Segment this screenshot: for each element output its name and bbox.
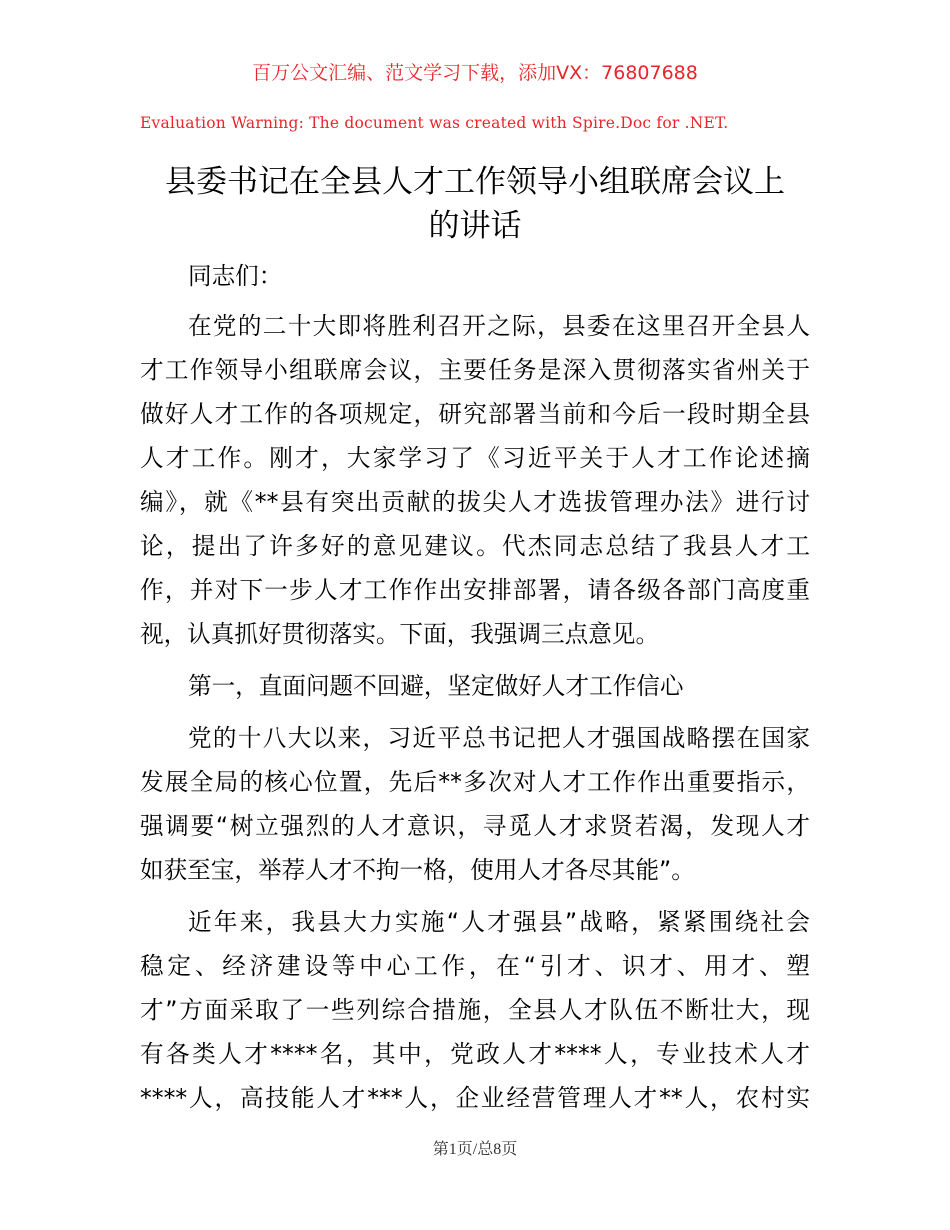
paragraph-line: 稳定、经济建设等中心工作，在“引才、识才、用才、塑 xyxy=(140,952,810,980)
paragraph-line: 做好人才工作的各项规定，研究部署当前和今后一段时期全县 xyxy=(140,400,810,428)
document-title-line-2: 的讲话 xyxy=(428,208,522,244)
paragraph-line: 如获至宝，举荐人才不拘一格，使用人才各尽其能”。 xyxy=(140,856,695,884)
paragraph-line: 才工作领导小组联席会议，主要任务是深入贯彻落实省州关于 xyxy=(140,356,810,384)
paragraph-line: 编》，就《**县有突出贡献的拔尖人才选拔管理办法》进行讨 xyxy=(140,488,810,516)
page-number-footer: 第1页/总8页 xyxy=(432,1141,518,1158)
paragraph-line: 在党的二十大即将胜利召开之际，县委在这里召开全县人 xyxy=(188,312,810,340)
document-title-line-1: 县委书记在全县人才工作领导小组联席会议上 xyxy=(165,164,785,200)
paragraph-line: 有各类人才****名，其中，党政人才****人，专业技术人才 xyxy=(140,1040,810,1068)
paragraph-line: 党的十八大以来，习近平总书记把人才强国战略摆在国家 xyxy=(188,724,810,752)
paragraph-line: 近年来，我县大力实施“人才强县”战略，紧紧围绕社会 xyxy=(188,908,810,936)
paragraph-line: 作，并对下一步人才工作作出安排部署，请各级各部门高度重 xyxy=(140,576,810,604)
paragraph-line: 发展全局的核心位置，先后**多次对人才工作作出重要指示， xyxy=(140,768,810,796)
paragraph-line: 视，认真抓好贯彻落实。下面，我强调三点意见。 xyxy=(140,620,660,648)
paragraph-line: ****人，高技能人才***人，企业经营管理人才**人，农村实 xyxy=(140,1084,810,1112)
salutation: 同志们： xyxy=(188,262,283,290)
paragraph-line: 人才工作。刚才，大家学习了《习近平关于人才工作论述摘 xyxy=(140,444,810,472)
paragraph-line: 强调要“树立强烈的人才意识，寻觅人才求贤若渴，发现人才 xyxy=(140,812,810,840)
evaluation-warning: Evaluation Warning: The document was created with Spire.Doc for .NET. xyxy=(140,114,729,132)
header-advertisement: 百万公文汇编、范文学习下载，添加VX：76807688 xyxy=(252,62,698,84)
section-heading: 第一，直面问题不回避，坚定做好人才工作信心 xyxy=(188,672,684,700)
paragraph-line: 才”方面采取了一些列综合措施，全县人才队伍不断壮大，现 xyxy=(140,996,810,1024)
paragraph-line: 论，提出了许多好的意见建议。代杰同志总结了我县人才工 xyxy=(140,532,810,560)
